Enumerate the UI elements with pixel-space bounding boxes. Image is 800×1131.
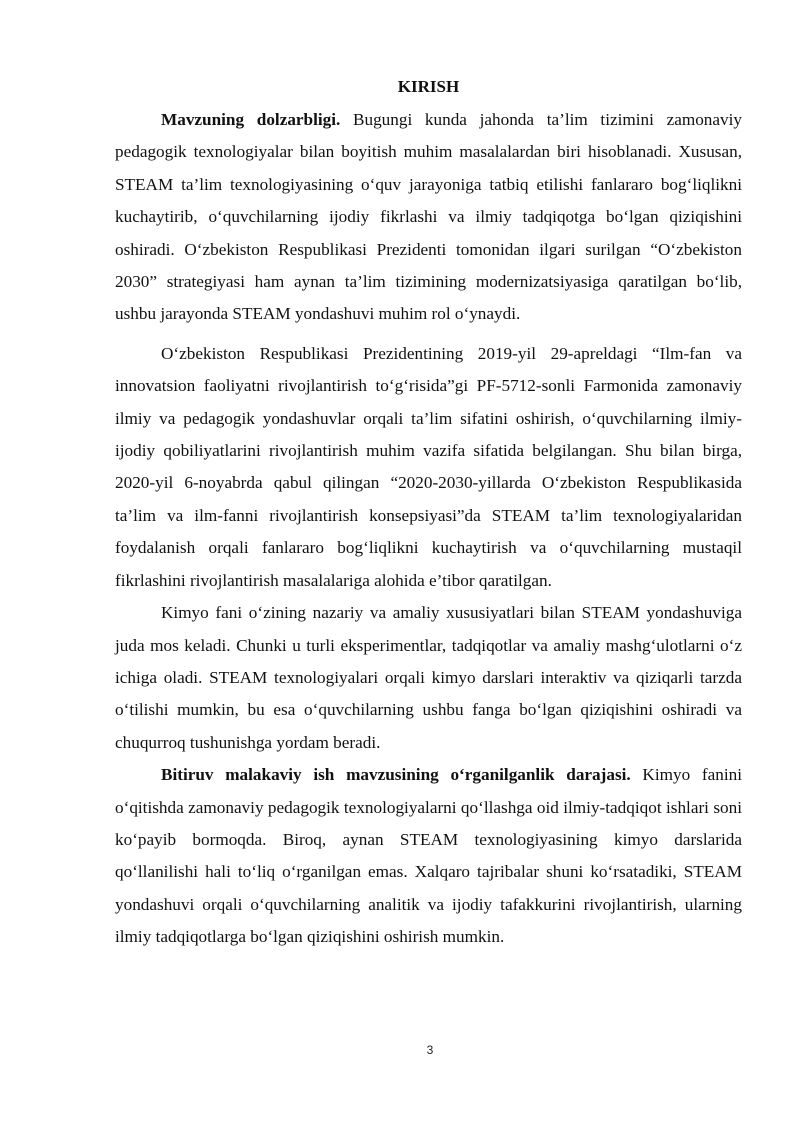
page-number: 3: [426, 1043, 434, 1057]
paragraph-chemistry: [115, 597, 742, 759]
paragraph-research-level: [115, 759, 742, 953]
paragraph-text: Kimyo fanini o‘qitishda zamonaviy pedagogik texnologiyalarni qo‘llashga oid ilmiy-tadqiqot ishlari soni ko‘payib bormoqda. Biroq, aynan STEAM texnologiyasining kimyo darslarida qo‘llanilishi hali to‘liq o‘rganilgan emas. Xalqaro tajribalar shuni ko‘rsatadiki, STEAM yondashuvi orqali o‘quvchilarning analitik va ijodiy tafakkurini rivojlantirish, ularning ilmiy tadqiqotlarga bo‘lgan qiziqishini oshirish mumkin.: [115, 765, 742, 947]
paragraph-decree: [115, 338, 742, 597]
section-heading: KIRISH: [397, 77, 460, 96]
page-content: [115, 76, 742, 954]
paragraph-text: O‘zbekiston Respublikasi Prezidentining 2019-yil 29-apreldagi “Ilm-fan va innovatsion faoliyatni rivojlantirish to‘g‘risida”gi PF-5712-sonli Farmonida zamonaviy ilmiy va pedagogik yondashuvlar orqali ta’lim sifatini oshirish, o‘quvchilarning ilmiy-ijodiy qobiliyatlarini rivojlantirish muhim vazifa sifatida belgilangan. Shu bilan birga, 2020-yil 6-noyabrda qabul qilingan “2020-2030-yillarda O‘zbekiston Respublikasida ta’lim va ilm-fanni rivojlantirish konsepsiyasi”da STEAM ta’lim texnologiyalaridan foydalanish orqali fanlararo bog‘liqlikni kuchaytirish va o‘quvchilarning mustaqil fikrlashini rivojlantirish masalalariga alohida e’tibor qaratilgan.: [115, 343, 742, 590]
paragraph-lead: Mavzuning dolzarbligi.: [161, 110, 341, 129]
paragraph-lead: Bitiruv malakaviy ish mavzusining o‘rganilganlik darajasi.: [161, 765, 631, 785]
paragraph-text: Kimyo fani o‘zining nazariy va amaliy xususiyatlari bilan STEAM yondashuviga juda mos keladi. Chunki u turli eksperimentlar, tadqiqotlar va amaliy mashg‘ulotlarni o‘z ichiga oladi. STEAM texnologiyalari orqali kimyo darslari interaktiv va qiziqarli tarzda o‘tilishi mumkin, bu esa o‘quvchilarning ushbu fanga bo‘lgan qiziqishini oshiradi va chuqurroq tushunishga yordam beradi.: [115, 603, 742, 752]
paragraph-relevance: [115, 104, 742, 331]
paragraph-text: Bugungi kunda jahonda ta’lim tizimini zamonaviy pedagogik texnologiyalar bilan boyitish muhim masalalardan biri hisoblanadi. Xususan, STEAM ta’lim texnologiyasining o‘quv jarayoniga tatbiq etilishi fanlararo bog‘liqlikni kuchaytirib, o‘quvchilarning ijodiy fikrlashi va ilmiy tadqiqotga bo‘lgan qiziqishini oshiradi. O‘zbekiston Respublikasi Prezidenti tomonidan ilgari surilgan “O‘zbekiston 2030” strategiyasi ham aynan ta’lim tizimining modernizatsiyasiga qaratilgan bo‘lib, ushbu jarayonda STEAM yondashuvi muhim rol o‘ynaydi.: [115, 110, 742, 324]
